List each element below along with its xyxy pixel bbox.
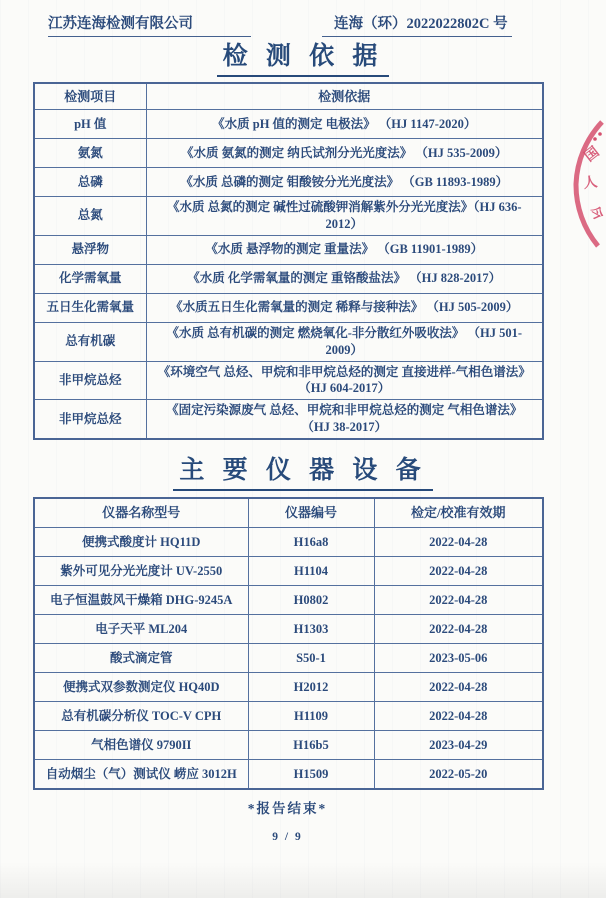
table-cell: 2022-04-28 [374, 673, 543, 702]
table-cell: 2022-04-28 [374, 586, 543, 615]
table-header-row [34, 498, 543, 528]
table-cell: 悬浮物 [34, 235, 146, 264]
table-cell: 《水质 化学需氧量的测定 重铬酸盐法》 （HJ 828-2017） [146, 264, 543, 293]
table-cell: 《水质 氨氮的测定 纳氏试剂分光光度法》 （HJ 535-2009） [146, 139, 543, 168]
table-cell: 总有机碳分析仪 TOC-V CPH [34, 702, 248, 731]
red-seal-stamp-icon [568, 116, 606, 266]
svg-text:人: 人 [582, 175, 599, 192]
column-header: 仪器编号 [248, 498, 374, 528]
table-cell: 2023-04-29 [374, 731, 543, 760]
table-cell: 总有机碳 [34, 322, 146, 361]
table-cell: 《水质 悬浮物的测定 重量法》 （GB 11901-1989） [146, 235, 543, 264]
table-cell: 《水质 pH 值的测定 电极法》 （HJ 1147-2020） [146, 110, 543, 139]
table-cell: 电子恒温鼓风干燥箱 DHG-9245A [34, 586, 248, 615]
table-cell: 非甲烷总烃 [34, 400, 146, 439]
table-row [34, 293, 543, 322]
table-row [34, 760, 543, 790]
table-cell: S50-1 [248, 644, 374, 673]
table-row [34, 361, 543, 400]
table-row [34, 110, 543, 139]
section-basis-title-wrap [0, 36, 606, 77]
table-cell: 《水质 总磷的测定 钼酸铵分光光度法》 （GB 11893-1989） [146, 168, 543, 197]
svg-text:国: 国 [582, 144, 603, 166]
table-cell: 《水质 总氮的测定 碱性过硫酸钾消解紫外分光光度法》（HJ 636-2012） [146, 197, 543, 236]
table-row [34, 400, 543, 439]
table-row [34, 615, 543, 644]
table-row [34, 644, 543, 673]
table-row [34, 168, 543, 197]
table-cell: 非甲烷总烃 [34, 361, 146, 400]
column-header: 检测依据 [146, 83, 543, 110]
table-header-row [34, 83, 543, 110]
table-cell: 总氮 [34, 197, 146, 236]
instruments-table [33, 497, 544, 790]
table-row [34, 673, 543, 702]
table-row [34, 235, 543, 264]
table-cell: 《水质 总有机碳的测定 燃烧氧化-非分散红外吸收法》 （HJ 501-2009） [146, 322, 543, 361]
column-header: 仪器名称型号 [34, 498, 248, 528]
table-cell: 五日生化需氧量 [34, 293, 146, 322]
table-row [34, 528, 543, 557]
table-cell: 气相色谱仪 9790II [34, 731, 248, 760]
table-cell: H1109 [248, 702, 374, 731]
table-cell: 便携式酸度计 HQ11D [34, 528, 248, 557]
table-row [34, 322, 543, 361]
page-number: 9 / 9 [272, 831, 303, 843]
table-row [34, 586, 543, 615]
table-cell: 2022-04-28 [374, 557, 543, 586]
table-cell: 氨氮 [34, 139, 146, 168]
section-title-main-instruments: 主 要 仪 器 设 备 [173, 450, 432, 491]
table-cell: 化学需氧量 [34, 264, 146, 293]
report-number: 连海（环）2022022802C 号 [322, 12, 512, 37]
table-cell: 2023-05-06 [374, 644, 543, 673]
table-cell: 便携式双参数测定仪 HQ40D [34, 673, 248, 702]
column-header: 检定/校准有效期 [374, 498, 543, 528]
report-end-note: *报告结束* [247, 801, 328, 816]
table-cell: 紫外可见分光光度计 UV-2550 [34, 557, 248, 586]
table-cell: 《水质五日生化需氧量的测定 稀释与接种法》 （HJ 505-2009） [146, 293, 543, 322]
table-row [34, 139, 543, 168]
column-header: 检测项目 [34, 83, 146, 110]
table-cell: 《环境空气 总烃、甲烷和非甲烷总烃的测定 直接进样-气相色谱法》（HJ 604-2017） [146, 361, 543, 400]
table-cell: 2022-05-20 [374, 760, 543, 790]
table-cell: H1303 [248, 615, 374, 644]
table-cell: 电子天平 ML204 [34, 615, 248, 644]
table-cell: H2012 [248, 673, 374, 702]
table-cell: H1509 [248, 760, 374, 790]
table-cell: 酸式滴定管 [34, 644, 248, 673]
table-cell: H0802 [248, 586, 374, 615]
table-cell: pH 值 [34, 110, 146, 139]
table-cell: 总磷 [34, 168, 146, 197]
table-row [34, 702, 543, 731]
svg-text:今: 今 [586, 204, 606, 225]
table-cell: 2022-04-28 [374, 615, 543, 644]
table-cell: 2022-04-28 [374, 702, 543, 731]
table-cell: 《固定污染源废气 总烃、甲烷和非甲烷总烃的测定 气相色谱法》 （HJ 38-2017） [146, 400, 543, 439]
table-row [34, 197, 543, 236]
section-title-testing-basis: 检 测 依 据 [217, 36, 390, 77]
table-cell: H16b5 [248, 731, 374, 760]
table-cell: 自动烟尘（气）测试仪 崂应 3012H [34, 760, 248, 790]
testing-basis-table [33, 82, 544, 440]
table-row [34, 557, 543, 586]
table-row [34, 731, 543, 760]
table-row [34, 264, 543, 293]
section-instruments-title-wrap [0, 450, 606, 491]
table-cell: 2022-04-28 [374, 528, 543, 557]
table-cell: H1104 [248, 557, 374, 586]
table-cell: H16a8 [248, 528, 374, 557]
company-name: 江苏连海检测有限公司 [48, 12, 251, 37]
